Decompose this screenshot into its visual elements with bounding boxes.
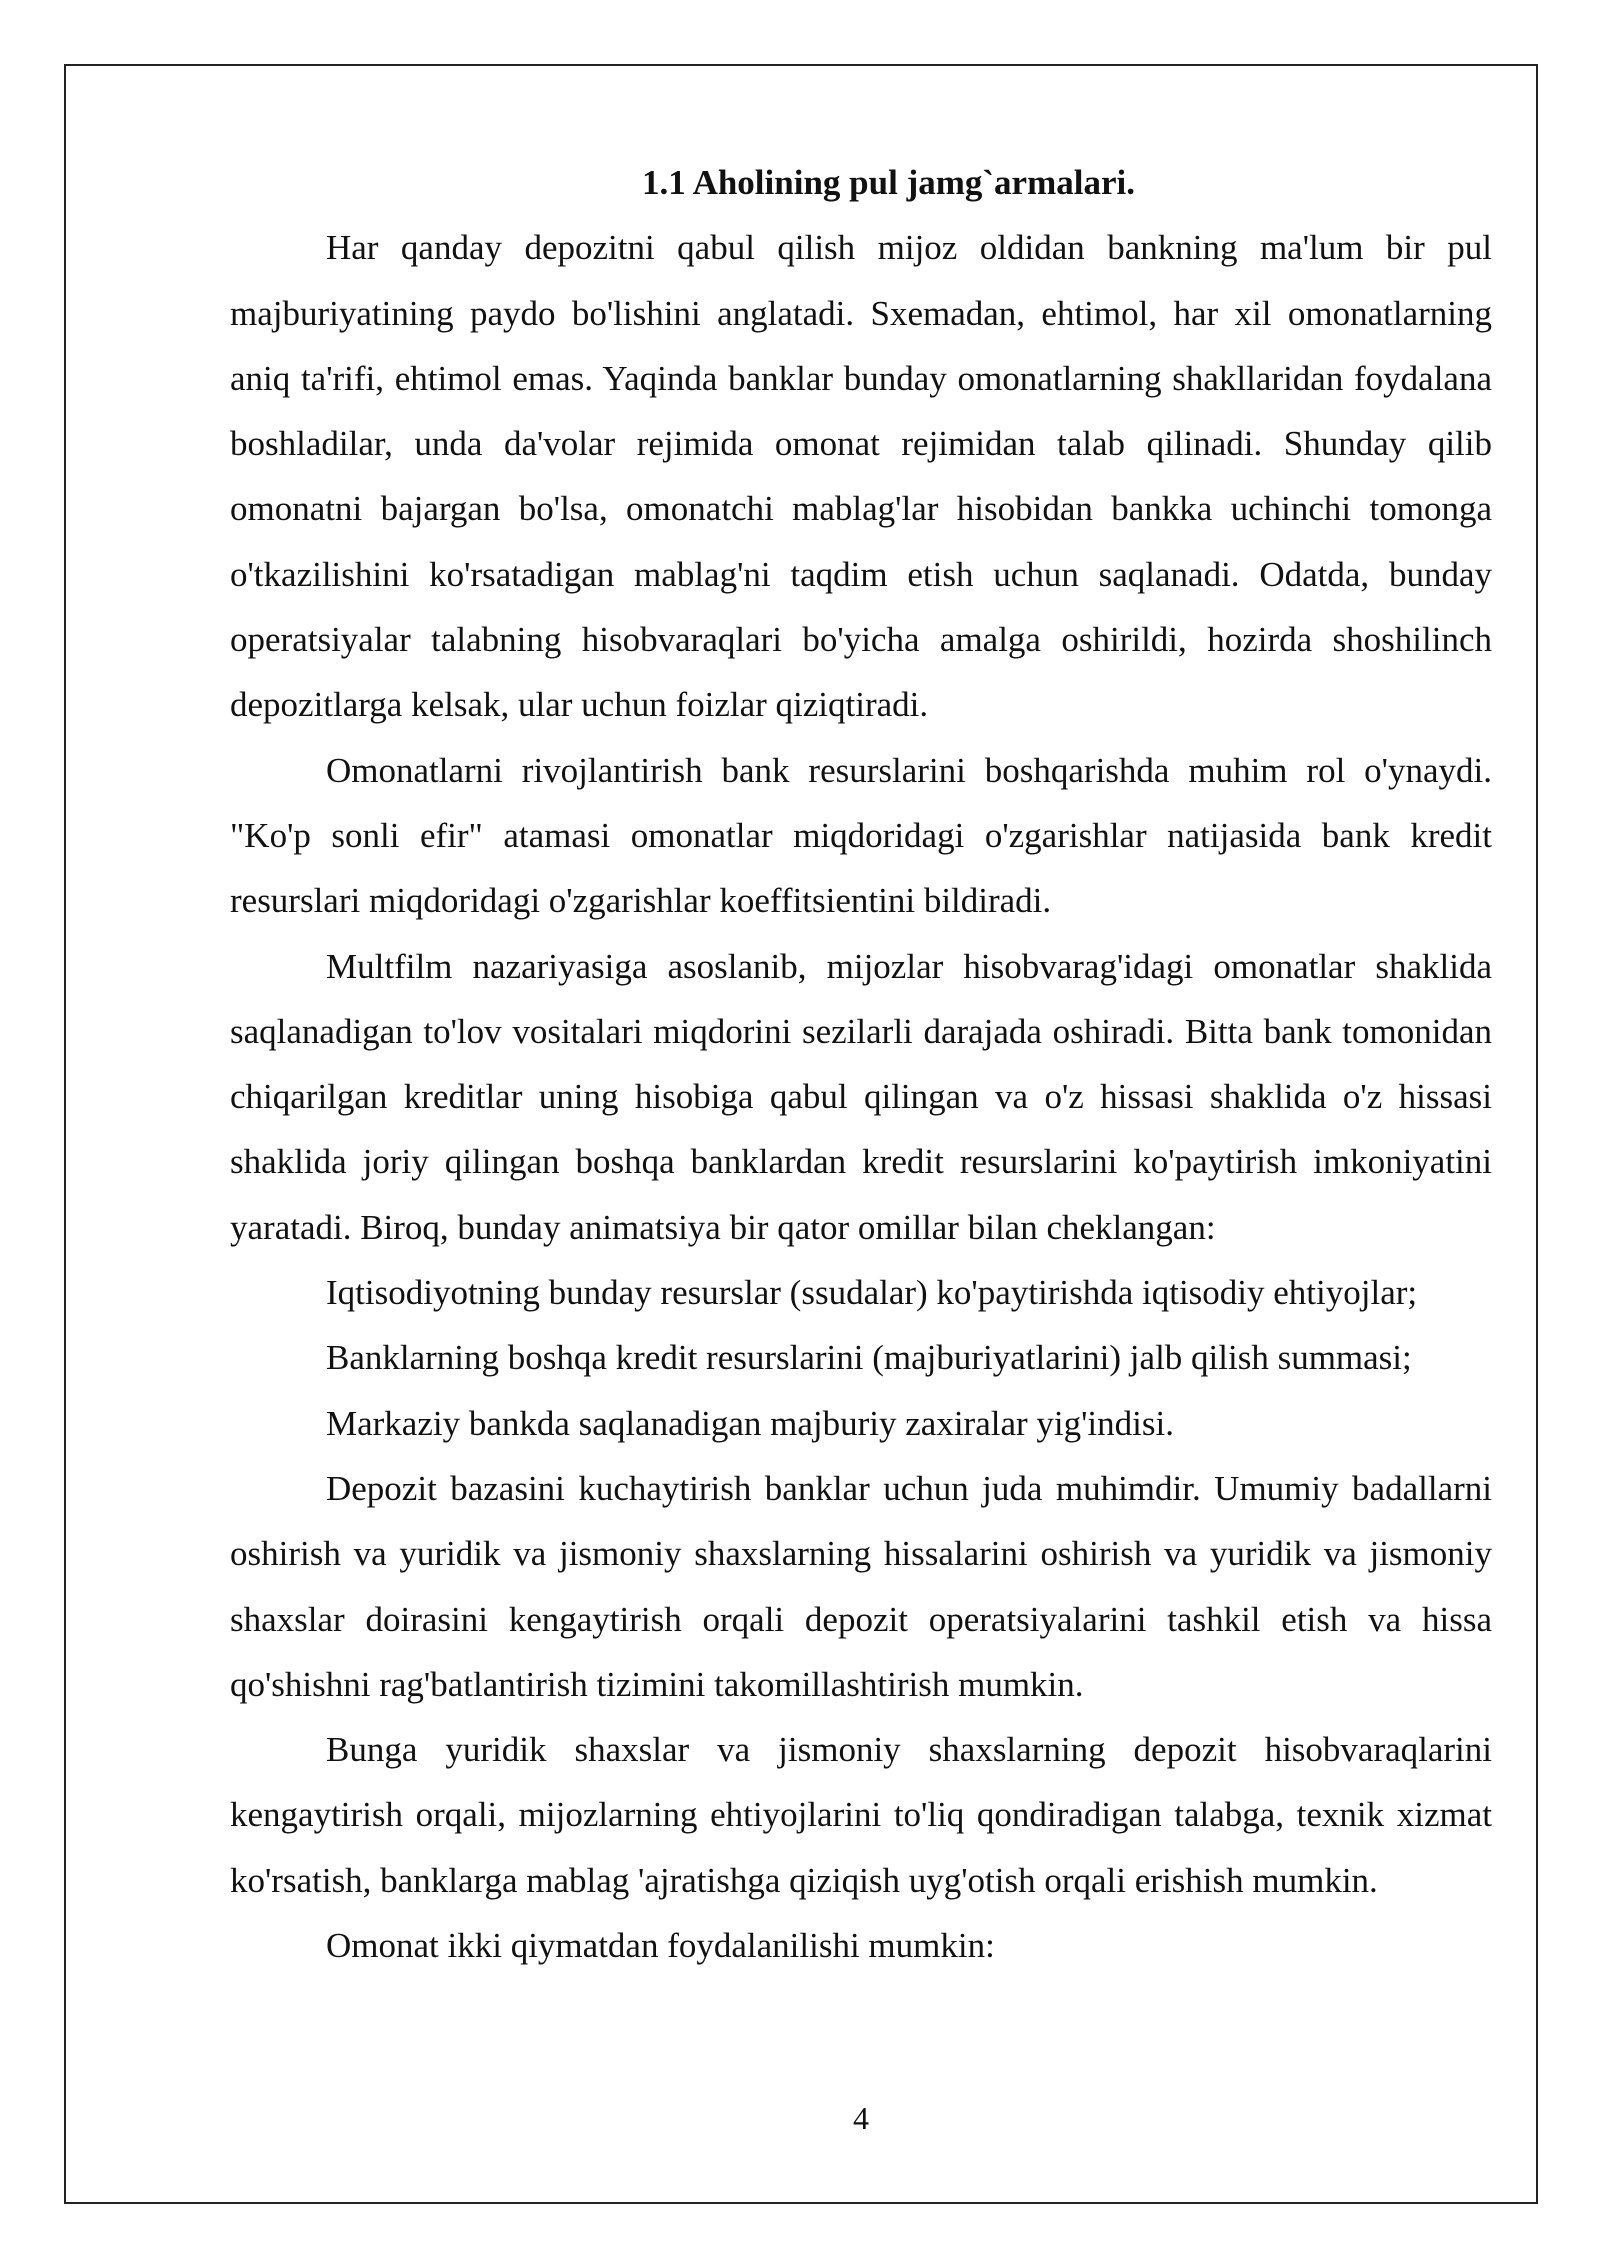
paragraph-deposit-base: Depozit bazasini kuchaytirish banklar uchun juda muhimdir. Umumiy badallarni oshirish va yuridik va jismoniy shaxslarning hissalarini oshirish va yuridik va jismoniy shaxslar doirasini kengaytirish orqali depozit operatsiyalarini tashkil etish va hissa qo'shishni rag'batlantirish tizimini takomillashtirish mumkin. [230,1468,1492,1704]
paragraph-multiplier-theory: Multfilm nazariyasiga asoslanib, mijozlar hisobvarag'idagi omonatlar shaklida saqlanadigan to'lov vositalari miqdorini sezilarli darajada oshiradi. Bitta bank tomonidan chiqarilgan kreditlar uning hisobiga qabul qilingan va o'z hissasi shaklida o'z hissasi shaklida joriy qilingan boshqa banklardan kredit resurslarini ko'paytirish imkoniyatini yaratadi. Biroq, bunday animatsiya bir qator omillar bilan cheklangan: [230,946,1492,1247]
paragraph-multiplier-term: Omonatlarni rivojlantirish bank resurslarini boshqarishda muhim rol o'ynaydi. "Ko'p sonli efir" atamasi omonatlar miqdoridagi o'zgarishlar natijasida bank kredit resurslari miqdoridagi o'zgarishlar koeffitsientini bildiradi. [230,750,1492,921]
paragraph-two-values: Omonat ikki qiymatdan foydalanilishi mumkin: [326,1926,995,1966]
paragraph-deposit-definition: Har qanday depozitni qabul qilish mijoz oldidan bankning ma'lum bir pul majburiyatining paydo bo'lishini anglatadi. Sxemadan, ehtimol, har xil omonatlarning aniq ta'rifi, ehtimol emas. Yaqinda banklar bunday omonatlarning shakllaridan foydalana boshladilar, unda da'volar rejimida omonat rejimidan talab qilinadi. Shunday qilib omonatni bajargan bo'lsa, omonatchi mablag'lar hisobidan bankka uchinchi tomonga o'tkazilishini ko'rsatadigan mablag'ni taqdim etish uchun saqlanadi. Odatda, bunday operatsiyalar talabning hisobvaraqlari bo'yicha amalga oshirildi, hozirda shoshilinch depozitlarga kelsak, ular uchun foizlar qiziqtiradi. [230,228,1492,725]
paragraph-expansion: Bunga yuridik shaxslar va jismoniy shaxslarning depozit hisobvaraqlarini kengaytirish orqali, mijozlarning ehtiyojlarini to'liq qondiradigan talabga, texnik xizmat ko'rsatish, banklarga mablag 'ajratishga qiziqish uyg'otish orqali erishish mumkin. [230,1730,1492,1900]
list-item-economic-needs: Iqtisodiyotning bunday resurslar (ssudalar) ko'paytirishda iqtisodiy ehtiyojlar; [326,1273,1418,1313]
page-number: 4 [853,2100,869,2136]
list-item-reserves: Markaziy bankda saqlanadigan majburiy zaxiralar yig'indisi. [326,1403,1174,1443]
list-item-credit-resources: Banklarning boshqa kredit resurslarini (majburiyatlarini) jalb qilish summasi; [326,1338,1412,1378]
section-heading: 1.1 Aholining pul jamg`armalari. [642,163,1135,202]
document-body [230,150,1492,1978]
